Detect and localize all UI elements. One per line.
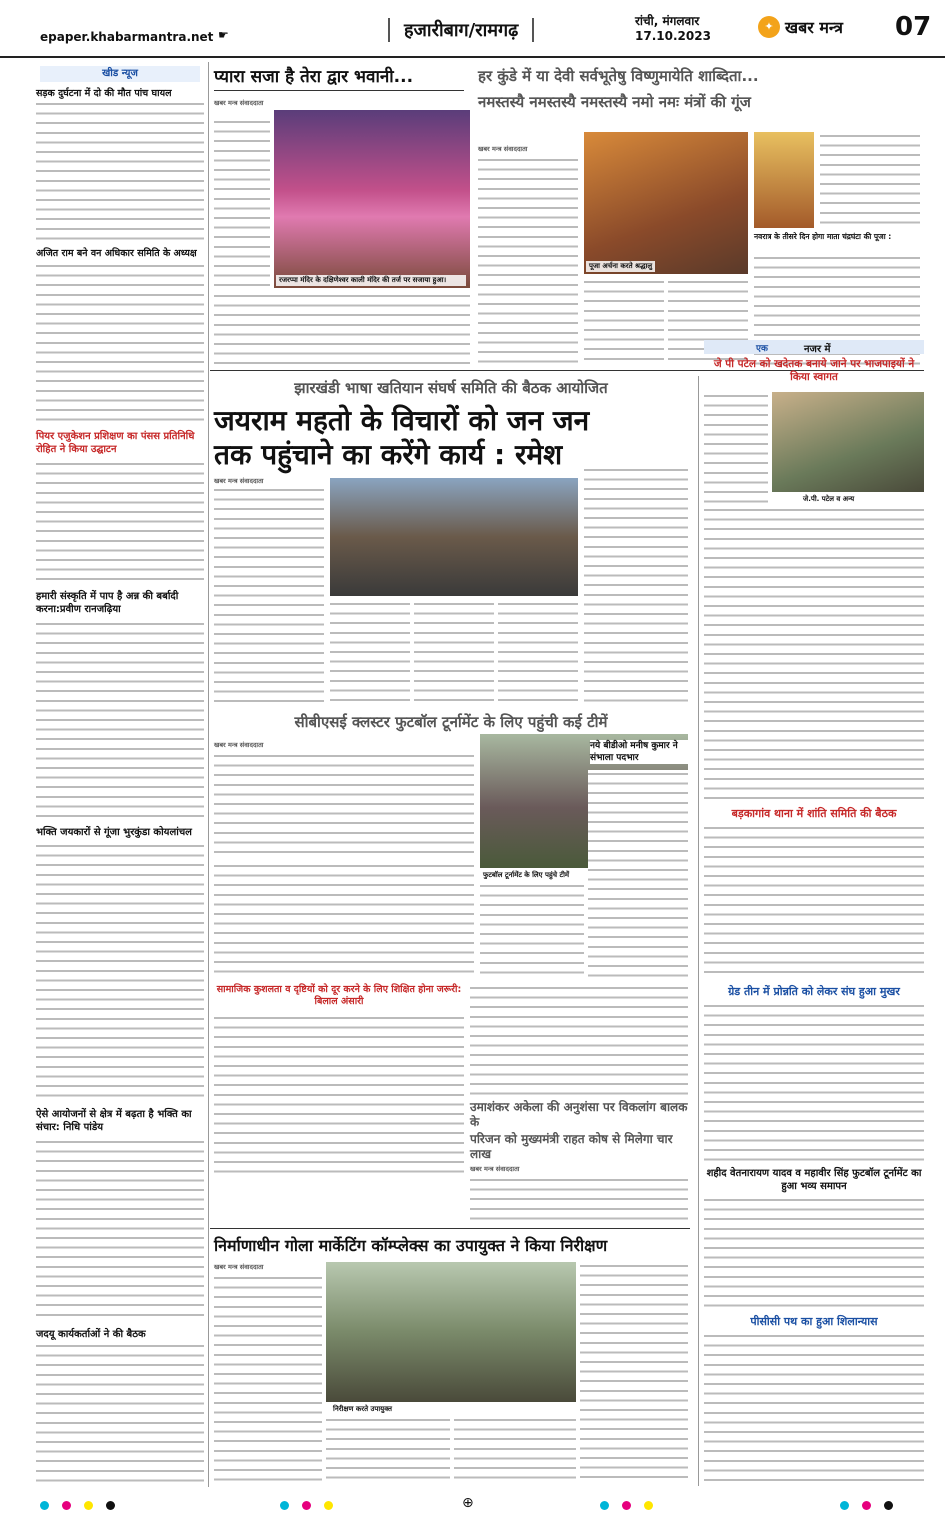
- story-body: [478, 156, 578, 366]
- story-body: [820, 132, 920, 228]
- photo-caption: फुटबॉल टूर्नामेंट के लिए पहुंचे टीमें: [483, 871, 570, 879]
- story-headline: पीसीसी पथ का हुआ शिलान्यास: [750, 1315, 878, 1328]
- left-story-title: जदयू कार्यकर्ताओं ने की बैठक: [36, 1329, 146, 1340]
- story-body: [584, 466, 688, 704]
- lead-headline-1: जयराम महतो के विचारों को जन जन: [214, 404, 590, 437]
- story-body: [214, 1274, 322, 1482]
- story-body: [704, 1332, 924, 1482]
- meeting-photo: [330, 478, 578, 596]
- registration-dot: [40, 1501, 49, 1510]
- story-headline: बड़कागांव थाना में शांति समिति की बैठक: [731, 807, 897, 820]
- column-divider: [208, 62, 209, 1487]
- story-body: [214, 118, 270, 288]
- left-story-body: [36, 1342, 204, 1482]
- photo-caption: निरीक्षण करते उपायुक्त: [333, 1405, 392, 1413]
- sub-heading: नवरात्र के तीसरे दिन होगा माता चंद्रघंटा की पूजा :: [754, 232, 892, 241]
- story-body: [214, 1014, 464, 1174]
- story-headline: नये बीडीओ मनीष कुमार ने संभाला पदभार: [590, 740, 688, 764]
- story-body: [326, 1416, 450, 1482]
- story-headline: सीबीएसई क्लस्टर फुटबॉल टूर्नामेंट के लिए पहुंची कई टीमें: [294, 713, 608, 731]
- story-body: [214, 486, 324, 704]
- story-headline: हर कुंडे में या देवी सर्वभूतेषु विष्णुमायेति शाब्दिता...: [478, 67, 759, 85]
- story-byline: खबर मन्त्र संवाददाता: [214, 1263, 264, 1271]
- story-byline: खबर मन्त्र संवाददाता: [214, 477, 264, 485]
- story-body: [588, 770, 688, 980]
- story-body: [584, 278, 664, 366]
- story-headline: परिजन को मुख्यमंत्री राहत कोष से मिलेगा चार लाख: [470, 1132, 673, 1161]
- brand-logo-icon: ✦: [758, 16, 780, 38]
- lead-headline-2: तक पहुंचाने का करेंगे कार्य : रमेश: [214, 438, 563, 471]
- tag-left: एक: [756, 344, 768, 354]
- story-headline: निर्माणाधीन गोला मार्केटिंग कॉम्प्लेक्स का उपायुक्त ने किया निरीक्षण: [214, 1236, 608, 1255]
- story-body: [704, 1002, 924, 1164]
- story-body: [704, 506, 924, 802]
- section-name: हजारीबाग/रामगढ़: [388, 18, 534, 42]
- page-number: 07: [895, 12, 932, 42]
- welcome-photo: [772, 392, 924, 492]
- crosshair-icon: ⊕: [462, 1495, 474, 1511]
- left-story-body: [36, 262, 204, 422]
- registration-dot: [644, 1501, 653, 1510]
- box-headline: जे पी पटेल को खदेतक बनाये जाने पर भाजपाइयों ने किया स्वागत: [713, 358, 915, 383]
- story-body: [498, 600, 578, 704]
- story-headline: नमस्तस्यै नमस्तस्यै नमस्तस्यै नमो नमः मंत्रों की गूंज: [478, 93, 751, 111]
- registration-dot: [884, 1501, 893, 1510]
- story-headline: ग्रेड तीन में प्रोन्नति को लेकर संघ हुआ मुखर: [728, 985, 900, 998]
- cursor-icon: ☛: [218, 28, 229, 42]
- inspection-photo: [326, 1262, 576, 1402]
- column-divider: [698, 376, 699, 1486]
- registration-dot: [62, 1501, 71, 1510]
- registration-dot: [324, 1501, 333, 1510]
- story-body: [704, 392, 768, 504]
- left-story-body: [36, 100, 204, 242]
- story-body: [704, 824, 924, 980]
- registration-dot: [106, 1501, 115, 1510]
- left-story-body: [36, 1138, 204, 1318]
- story-headline: सामाजिक कुशलता व दृष्टियों को दूर करने के लिए शिक्षित होना जरूरी: बिलाल अंसारी: [216, 984, 462, 1007]
- brand-name: खबर मन्त्र: [785, 18, 843, 37]
- left-story-title: ऐसे आयोजनों से क्षेत्र में बढ़ता है भक्ति का संचार: निधि पांडेय: [36, 1109, 192, 1133]
- puja-photo: [584, 132, 748, 274]
- story-body: [470, 1176, 688, 1224]
- story-body: [454, 1416, 576, 1482]
- story-body: [480, 882, 584, 980]
- story-body: [414, 600, 494, 704]
- registration-dot: [280, 1501, 289, 1510]
- photo-caption: जे.पी. पटेल व अन्य: [803, 495, 855, 503]
- registration-dot: [84, 1501, 93, 1510]
- issue-date: 17.10.2023: [635, 29, 711, 43]
- story-body: [330, 600, 410, 704]
- story-body: [580, 1262, 688, 1482]
- registration-dot: [622, 1501, 631, 1510]
- tag-label: नजर में: [804, 344, 831, 355]
- left-story-title: अजित राम बने वन अधिकार समिति के अध्यक्ष: [36, 248, 197, 259]
- left-story-title: भक्ति जयकारों से गूंजा भुरकुंडा कोयलांचल: [36, 827, 192, 838]
- kicker-label: खीड न्यूज: [40, 66, 200, 82]
- story-byline: खबर मन्त्र संवाददाता: [478, 145, 528, 153]
- left-story-body: [36, 842, 204, 1102]
- story-byline: खबर मन्त्र संवाददाता: [214, 99, 264, 107]
- story-body: [214, 752, 474, 858]
- site-url[interactable]: epaper.khabarmantra.net: [40, 30, 214, 44]
- left-story-title: पियर एजुकेशन प्रशिक्षण का पंसस प्रतिनिधि रोहित ने किया उद्घाटन: [36, 431, 195, 455]
- registration-dot: [600, 1501, 609, 1510]
- lead-kicker: झारखंडी भाषा खतियान संघर्ष समिति की बैठक आयोजित: [294, 379, 608, 397]
- left-story-body: [36, 460, 204, 580]
- photo-caption: रजरप्पा मंदिर के दक्षिणेश्वर काली मंदिर की तर्ज पर सजाया हुआ।: [276, 275, 466, 286]
- left-story-title: हमारी संस्कृति में पाप है अन्न की बर्बादी करना:प्रवीण रानजढ़िया: [36, 591, 179, 615]
- story-headline: प्यारा सजा है तेरा द्वार भवानी...: [214, 64, 464, 91]
- story-body: [214, 292, 470, 366]
- left-story-title: सड़क दुर्घटना में दो की मौत पांच घायल: [36, 88, 172, 99]
- story-body: [704, 1196, 924, 1308]
- registration-marks: [0, 1493, 945, 1517]
- registration-dot: [840, 1501, 849, 1510]
- story-headline: उमाशंकर अकेला की अनुशंसा पर विकलांग बालक के: [470, 1100, 688, 1129]
- section-rule: [210, 1228, 690, 1229]
- temple-photo: [274, 110, 470, 288]
- nazar-tag-bar: [704, 340, 924, 354]
- story-body: [214, 862, 474, 980]
- registration-dot: [302, 1501, 311, 1510]
- story-body: [470, 984, 688, 1096]
- dateline: [635, 14, 711, 44]
- story-byline: खबर मन्त्र संवाददाता: [470, 1165, 520, 1173]
- story-headline: शहीद वेतनारायण यादव व महावीर सिंह फुटबॉल टूर्नामेंट का हुआ भव्य समापन: [706, 1168, 922, 1192]
- registration-dot: [862, 1501, 871, 1510]
- photo-caption: पूजा अर्चना करते श्रद्धालु: [586, 261, 655, 272]
- city-day: रांची, मंगलवार: [635, 14, 700, 28]
- priest-photo: [754, 132, 814, 228]
- story-byline: खबर मन्त्र संवाददाता: [214, 741, 264, 749]
- left-story-body: [36, 620, 204, 820]
